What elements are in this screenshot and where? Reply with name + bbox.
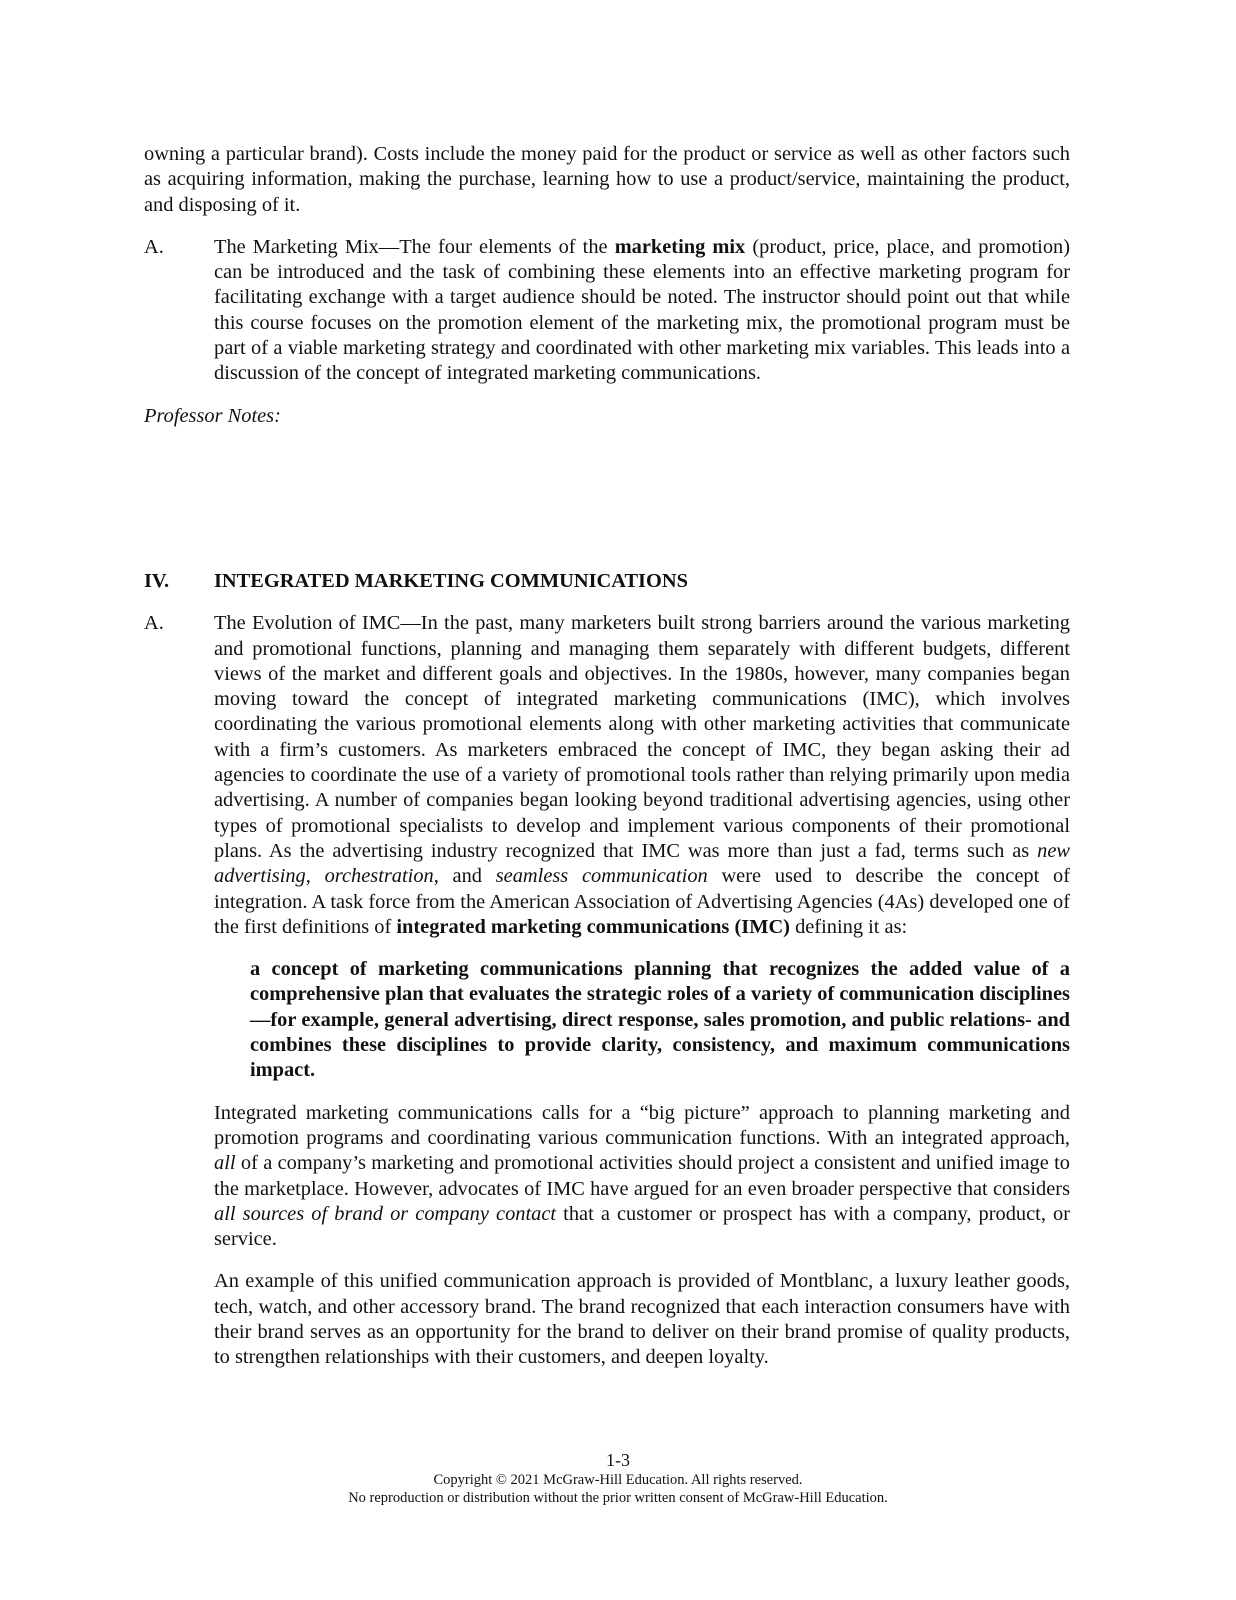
text-segment: were used to describe the concept of integration. A task force from the American Association of Advertising Agencies (4As) developed one of the first definitions of: [214, 865, 1071, 938]
marketing-mix-item: [144, 235, 1070, 387]
text-segment: of a company’s marketing and promotional activities should project a consistent and unified image to the marketplace. However, advocates of IMC have argued for an even broader perspective that considers: [214, 1152, 1070, 1200]
section-heading: [144, 569, 1070, 594]
marketing-mix-paragraph: [214, 235, 1070, 387]
professor-notes-label: Professor Notes:: [144, 404, 281, 427]
italic-term: all: [214, 1152, 236, 1175]
page-footer: [0, 1449, 1236, 1507]
imc-evolution-item: [144, 611, 1070, 1370]
bold-term-imc: integrated marketing communications (IMC): [396, 915, 790, 938]
big-picture-paragraph: [214, 1101, 1070, 1253]
text-segment: that a customer or prospect has with a company, product, or service.: [214, 1202, 1071, 1251]
text-segment: , and: [433, 865, 496, 888]
imc-evolution-body: [214, 611, 1070, 1370]
bold-term-marketing-mix: marketing mix: [614, 235, 746, 258]
imc-evolution-paragraph: [214, 611, 1070, 940]
montblanc-paragraph: An example of this unified communication approach is provided of Montblanc, a luxury leather goods, tech, watch, and other accessory brand. The brand recognized that each interaction consumers have with their brand serves as an opportunity for the brand to deliver on their brand promise of quality products, to strengthen relationships with their customers, and deepen loyalty.: [214, 1270, 1070, 1369]
text-segment: (product, price, place, and promotion) can be introduced and the task of combining these elements into an effective marketing program for facilitating exchange with a target audience should be noted. The instructor should point out that while this course focuses on the promotion element of the marketing mix, the promotional program must be part of a viable marketing strategy and coordinated with other marketing mix variables. This leads into a discussion of the concept of integrated marketing communications.: [214, 235, 1071, 385]
text-segment: The Evolution of IMC—In the past, many marketers built strong barriers around the various marketing and promotional functions, planning and managing them separately with different budgets, different views of the market and different goals and objectives. In the 1980s, however, many companies began moving toward the concept of integrated marketing communications (IMC), which involves coordinating the various promotional elements along with other marketing activities that communicate with a firm’s customers. As marketers embraced the concept of IMC, they began asking their ad agencies to coordinate the use of a variety of promotional tools rather than relying primarily upon media advertising. A number of companies began looking beyond traditional advertising agencies, using other types of promotional specialists to develop and implement various components of their promotional plans. As the advertising industry recognized that IMC was more than just a fad, terms such as: [214, 612, 1070, 862]
document-page: [144, 142, 1070, 1371]
intro-paragraph: owning a particular brand). Costs include the money paid for the product or service as well as other factors such as acquiring information, making the purchase, learning how to use a product/service, maintaining the product, and disposing of it.: [144, 143, 1070, 216]
text-segment: defining it as:: [789, 915, 908, 938]
italic-term: new advertising, orchestration: [214, 839, 1070, 888]
imc-definition-quote: a concept of marketing communications planning that recognizes the added value of a comprehensive plan that evaluates the strategic roles of a variety of communication disciplines—for example, general advertising, direct response, sales promotion, and public relations- and combines these disciplines to provide clarity, consistency, and maximum communications impact.: [250, 958, 1070, 1082]
reproduction-notice: No reproduction or distribution without the prior written consent of McGraw-Hill Education.: [348, 1490, 888, 1506]
italic-term: seamless communication: [495, 865, 708, 888]
text-segment: Integrated marketing communications calls for a “big picture” approach to planning marketing and promotion programs and coordinating various communication functions. With an integrated approach,: [214, 1101, 1070, 1149]
item-marker: A.: [144, 612, 164, 635]
page-number: 1-3: [606, 1450, 630, 1470]
copyright-line: Copyright © 2021 McGraw-Hill Education. All rights reserved.: [433, 1472, 803, 1488]
text-segment: The Marketing Mix—The four elements of the: [214, 235, 615, 258]
italic-term: all sources of brand or company contact: [214, 1202, 557, 1225]
section-title: INTEGRATED MARKETING COMMUNICATIONS: [214, 569, 688, 592]
section-number: IV.: [144, 569, 170, 592]
item-marker: A.: [144, 235, 164, 258]
